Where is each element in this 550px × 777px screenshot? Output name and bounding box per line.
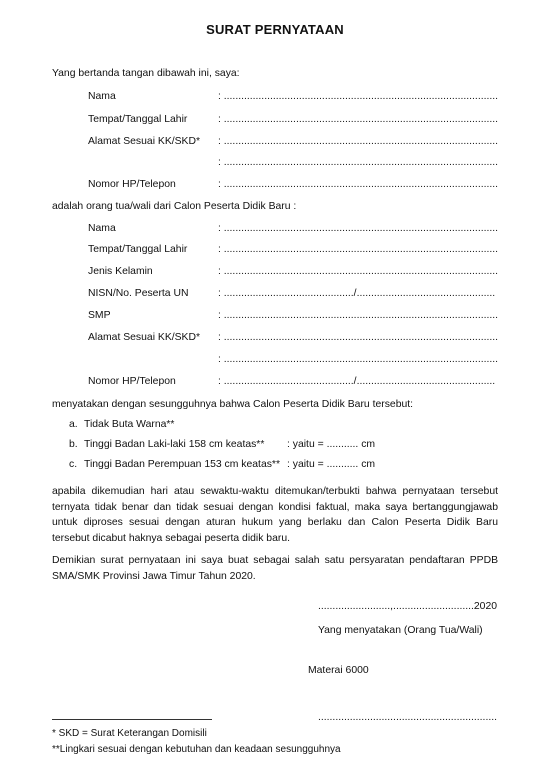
place-date-line: .........................,............................2020: [318, 601, 498, 612]
footnote-skd: * SKD = Surat Keterangan Domisili: [52, 728, 207, 739]
parent-phone-label: Nomor HP/Telepon: [88, 179, 176, 190]
student-nisn-value: : ............................................./................................................: [218, 288, 496, 299]
student-nisn-label: NISN/No. Peserta UN: [88, 288, 189, 299]
parent-birth-value: : ...............................................................................................: [218, 114, 499, 125]
condition-a-number: a.: [69, 419, 78, 430]
parent-phone-value: : ...............................................................................................: [218, 179, 499, 190]
condition-b-text: Tinggi Badan Laki-laki 158 cm keatas**: [84, 439, 265, 450]
declaration-text: menyatakan dengan sesungguhnya bahwa Calon Peserta Didik Baru tersebut:: [52, 399, 414, 410]
student-address-value-2: : ...............................................................................................: [218, 354, 499, 365]
student-birth-value: : ...............................................................................................: [218, 244, 499, 255]
condition-c-detail: : yaitu = ........... cm: [287, 459, 376, 470]
footnote-divider: [52, 719, 212, 720]
student-name-value: : ...............................................................................................: [218, 223, 499, 234]
footnote-circle: **Lingkari sesuai dengan kebutuhan dan keadaan sesungguhnya: [52, 744, 341, 755]
parent-address-value: : ...............................................................................................: [218, 136, 499, 147]
condition-b-detail: : yaitu = ........... cm: [287, 439, 376, 450]
condition-a-text: Tidak Buta Warna**: [84, 419, 175, 430]
document-title: SURAT PERNYATAAN: [206, 22, 344, 37]
student-smp-value: : ...............................................................................................: [218, 310, 499, 321]
student-name-label: Nama: [88, 223, 116, 234]
liability-paragraph: apabila dikemudian hari atau sewaktu-waktu ditemukan/terbukti bahwa pernyataan tersebut ternyata tidak benar dan tidak sesuai dengan kondisi faktual, maka saya bertanggungjawab untuk diproses sesuai dengan aturan hukum yang berlaku dan Calon Peserta Didik Baru tersebut dicabut haknya sebagai peserta didik baru.: [52, 486, 498, 544]
student-gender-label: Jenis Kelamin: [88, 266, 153, 277]
student-phone-label: Nomor HP/Telepon: [88, 376, 176, 387]
student-birth-label: Tempat/Tanggal Lahir: [88, 244, 188, 255]
condition-c-number: c.: [69, 459, 78, 470]
student-address-value: : ...............................................................................................: [218, 332, 499, 343]
parent-address-label: Alamat Sesuai KK/SKD*: [88, 136, 201, 147]
signer-label: Yang menyatakan (Orang Tua/Wali): [318, 625, 483, 636]
intro-text: Yang bertanda tangan dibawah ini, saya:: [52, 68, 240, 79]
parent-name-value: : ...............................................................................................: [218, 91, 499, 102]
student-gender-value: : ...............................................................................................: [218, 266, 499, 277]
student-smp-label: SMP: [88, 310, 111, 321]
parent-address-value-2: : ...............................................................................................: [218, 157, 499, 168]
relation-text: adalah orang tua/wali dari Calon Peserta Didik Baru :: [52, 201, 297, 212]
student-address-label: Alamat Sesuai KK/SKD*: [88, 332, 201, 343]
parent-birth-label: Tempat/Tanggal Lahir: [88, 114, 188, 125]
closing-paragraph: Demikian surat pernyataan ini saya buat sebagai salah satu persyaratan pendaftaran PPDB SMA/SMK Provinsi Jawa Timur Tahun 2020.: [52, 555, 498, 582]
stamp-label: Materai 6000: [308, 665, 369, 676]
student-phone-value: : ............................................./................................................: [218, 376, 496, 387]
parent-name-label: Nama: [88, 91, 116, 102]
condition-c-text: Tinggi Badan Perempuan 153 cm keatas**: [84, 459, 281, 470]
signature-name-line: ..............................................................: [318, 712, 497, 723]
condition-b-number: b.: [69, 439, 78, 450]
